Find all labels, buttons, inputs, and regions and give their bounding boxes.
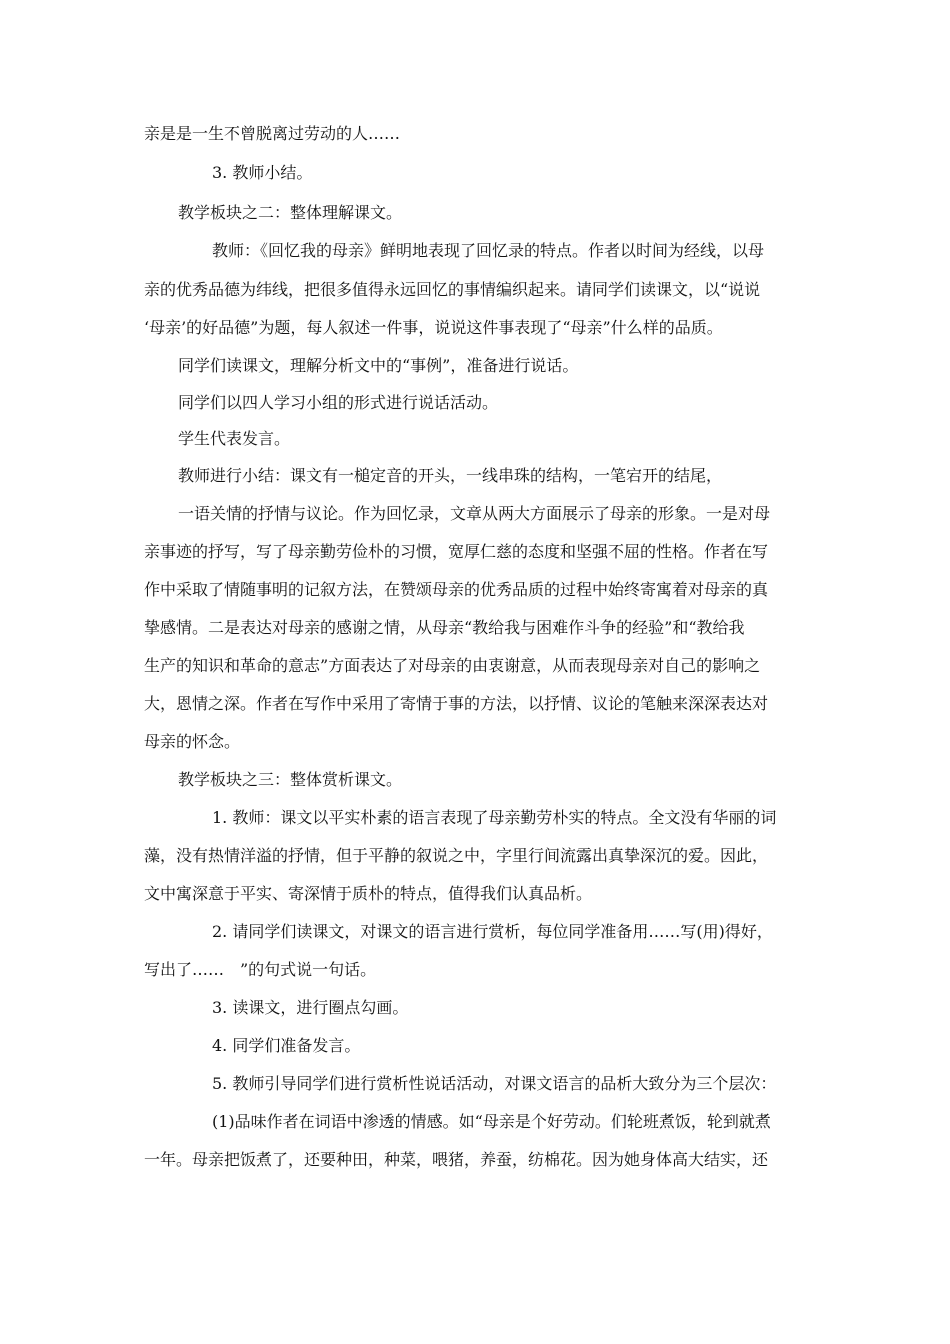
text-line: 学生代表发言。 [178, 429, 291, 448]
text-line: 亲事迹的抒写，写了母亲勤劳俭朴的习惯，宽厚仁慈的态度和坚强不屈的性格。作者在写 [144, 542, 769, 561]
text-line: 生产的知识和革命的意志”方面表达了对母亲的由衷谢意，从而表现母亲对自己的影响之 [144, 656, 761, 675]
text-line: 同学们以四人学习小组的形式进行说话活动。 [178, 393, 499, 412]
text-line: 教学板块之二：整体理解课文。 [178, 203, 403, 222]
text-line: 挚感情。二是表达对母亲的感谢之情，从母亲“教给我与困难作斗争的经验”和“教给我 [144, 618, 745, 637]
text-line: 5. 教师引导同学们进行赏析性说话活动，对课文语言的品析大致分为三个层次： [212, 1074, 777, 1093]
text-line: 教师：《回忆我的母亲》鲜明地表现了回忆录的特点。作者以时间为经线，以母 [212, 241, 765, 260]
text-line: ‘母亲’的好品德”为题，每人叙述一件事，说说这件事表现了“母亲”什么样的品质。 [144, 318, 723, 337]
text-line: 3. 教师小结。 [212, 163, 313, 182]
text-line: 写出了…… ”的句式说一句话。 [144, 960, 377, 979]
text-line: 亲的优秀品德为纬线，把很多值得永远回忆的事情编织起来。请同学们读课文，以“说说 [144, 280, 761, 299]
text-line: (1)品味作者在词语中渗透的情感。如“母亲是个好劳动。们轮班煮饭，轮到就煮 [212, 1112, 771, 1131]
text-line: 一语关情的抒情与议论。作为回忆录，文章从两大方面展示了母亲的形象。一是对母 [178, 504, 771, 523]
text-line: 文中寓深意于平实、寄深情于质朴的特点，值得我们认真品析。 [144, 884, 593, 903]
text-line: 4. 同学们准备发言。 [212, 1036, 361, 1055]
text-line: 亲是是一生不曾脱离过劳动的人…… [144, 124, 401, 143]
text-line: 教学板块之三：整体赏析课文。 [178, 770, 403, 789]
text-line: 3. 读课文，进行圈点勾画。 [212, 998, 409, 1017]
text-line: 作中采取了情随事明的记叙方法，在赞颂母亲的优秀品质的过程中始终寄寓着对母亲的真 [144, 580, 769, 599]
text-line: 同学们读课文，理解分析文中的“事例”，准备进行说话。 [178, 356, 579, 375]
text-line: 藻，没有热情洋溢的抒情，但于平静的叙说之中，字里行间流露出真挚深沉的爱。因此， [144, 846, 769, 865]
text-line: 母亲的怀念。 [144, 732, 241, 751]
text-line: 2. 请同学们读课文，对课文的语言进行赏析，每位同学准备用……写(用)得好， [212, 922, 773, 941]
text-line: 一年。母亲把饭煮了，还要种田，种菜，喂猪，养蚕，纺棉花。因为她身体高大结实，还 [144, 1150, 769, 1169]
text-line: 教师进行小结：课文有一槌定音的开头，一线串珠的结构，一笔宕开的结尾， [178, 466, 723, 485]
text-line: 大，恩情之深。作者在写作中采用了寄情于事的方法，以抒情、议论的笔触来深深表达对 [144, 694, 769, 713]
text-line: 1. 教师：课文以平实朴素的语言表现了母亲勤劳朴实的特点。全文没有华丽的词 [212, 808, 777, 827]
